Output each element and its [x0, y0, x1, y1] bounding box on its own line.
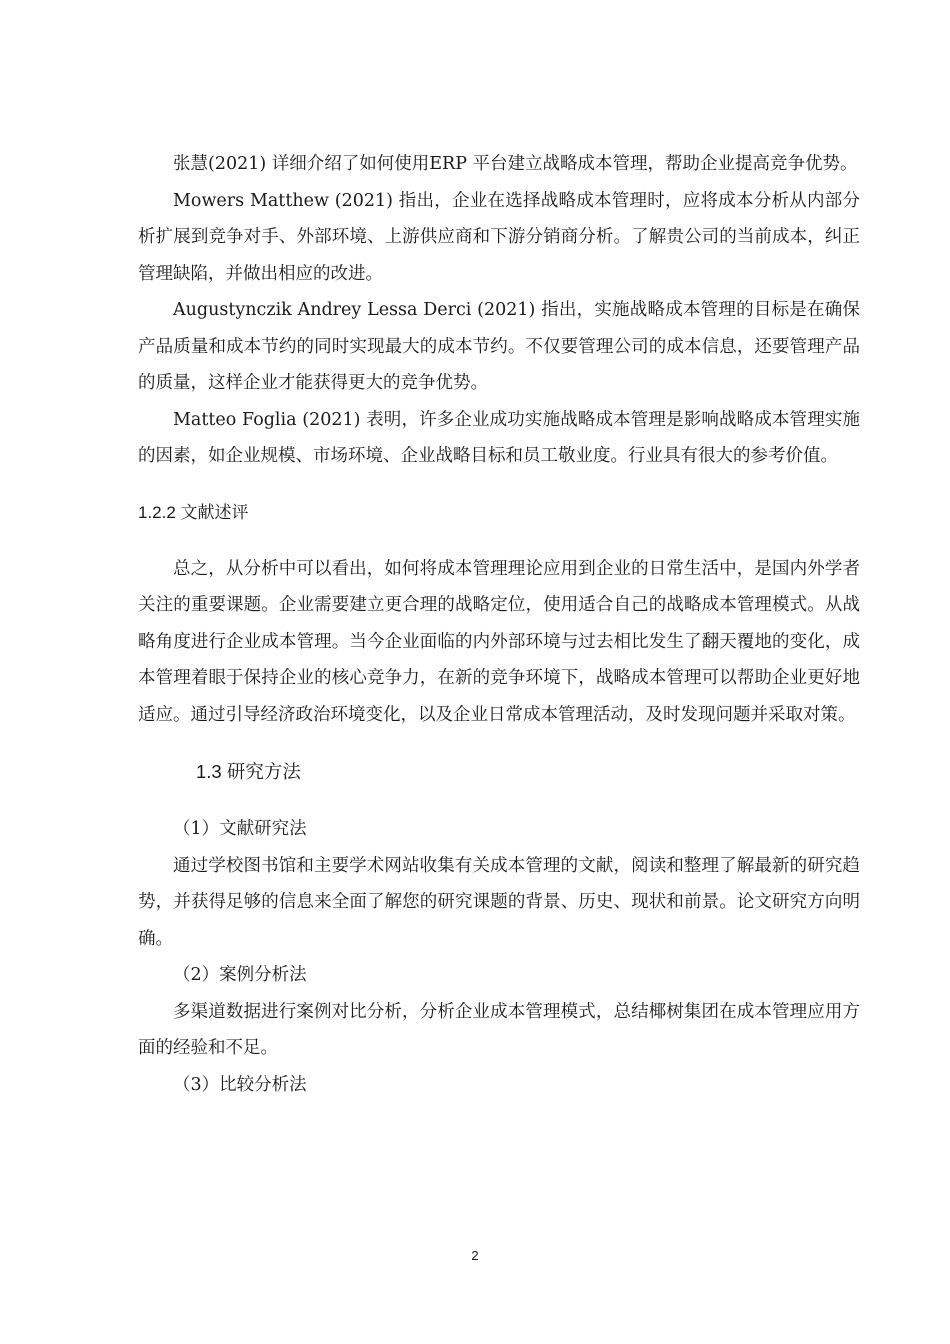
heading-literature-review: 1.2.2 文献述评: [138, 502, 249, 522]
method-2-text: 多渠道数据进行案例对比分析，分析企业成本管理模式，总结椰树集团在成本管理应用方面的经验和不足。: [138, 1001, 860, 1058]
method-1-title: （1）文献研究法: [173, 819, 307, 839]
method-1-text: 通过学校图书馆和主要学术网站收集有关成本管理的文献，阅读和整理了解最新的研究趋势，并获得足够的信息来全面了解您的研究课题的背景、历史、现状和前景。论文研究方向明确。: [138, 855, 860, 949]
paragraph-literature-review: 总之，从分析中可以看出，如何将成本管理理论应用到企业的日常生活中，是国内外学者关注的重要课题。企业需要建立更合理的战略定位，使用适合自己的战略成本管理模式。从战略角度进行企业成本管理。当今企业面临的内外部环境与过去相比发生了翻天覆地的变化，成本管理着眼于保持企业的核心竞争力，在新的竞争环境下，战略成本管理可以帮助企业更好地适应。通过引导经济政治环境变化，以及企业日常成本管理活动，及时发现问题并采取对策。: [138, 558, 860, 725]
paragraph-foglia: Matteo Foglia (2021) 表明，许多企业成功实施战略成本管理是影响战略成本管理实施的因素，如企业规模、市场环境、企业战略目标和员工敬业度。行业具有很大的参考价值。: [138, 409, 860, 466]
paragraph-mowers: Mowers Matthew (2021) 指出，企业在选择战略成本管理时，应将成本分析从内部分析扩展到竞争对手、外部环境、上游供应商和下游分销商分析。了解贵公司的当前成本，纠正管理缺陷，并做出相应的改进。: [138, 190, 860, 284]
page-content: [138, 146, 860, 1103]
paragraph-augustynczik: Augustynczik Andrey Lessa Derci (2021) 指出，实施战略成本管理的目标是在确保产品质量和成本节约的同时实现最大的成本节约。不仅要管理公司的成本信息，还要管理产品的质量，这样企业才能获得更大的竞争优势。: [138, 300, 860, 393]
heading-research-methods: 1.3 研究方法: [196, 761, 301, 782]
method-2-title: （2）案例分析法: [173, 965, 307, 985]
paragraph-zhang-hui: 张慧(2021) 详细介绍了如何使用ERP 平台建立战略成本管理，帮助企业提高竞争优势。: [173, 154, 858, 174]
page-number: 2: [471, 1248, 479, 1263]
method-3-title: （3）比较分析法: [173, 1074, 307, 1095]
